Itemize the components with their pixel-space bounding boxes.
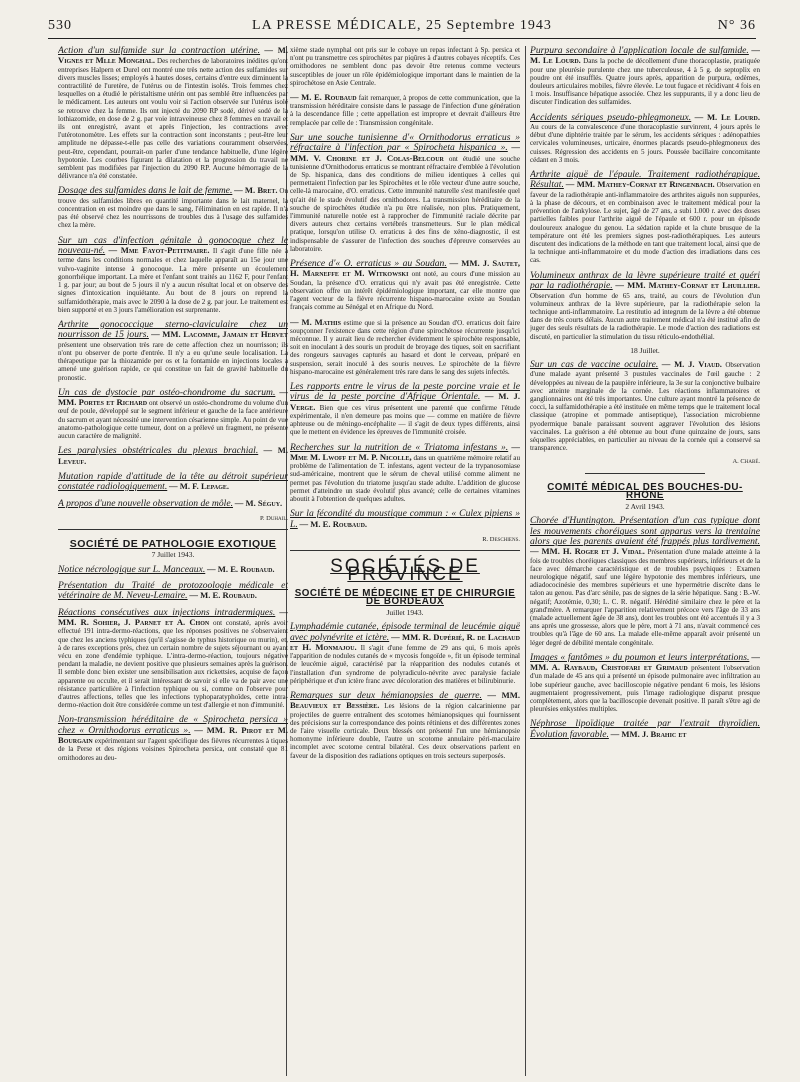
- article-body: Les lésions de la région calcarinienne par projectiles de guerre entraînent des scotomes hémianopsiques qui fournissent des précisions sur la correspondance des points rétiniens et des différentes zones de l'aire visuelle corticale. Deux blessés ont présenté l'un une hémianopsie homonyme inférieure double, l'autre un scotome annulaire péri-maculaire incomplet avec scotome central bilatéral. Ces deux observations parlent en faveur de la disposition des radiations optiques en trois secteurs superposés.: [290, 702, 520, 760]
- article-authors: — M. Séguy.: [234, 497, 283, 508]
- article-authors: — M. F. Lepage.: [169, 481, 230, 492]
- article: [290, 46, 520, 87]
- article: [530, 271, 760, 341]
- article: [58, 388, 288, 440]
- column-middle: [290, 46, 520, 1076]
- section-date: 2 Avril 1943.: [625, 501, 665, 511]
- article-authors: — MM. Portes et Richard: [58, 386, 288, 408]
- article-body: estime que si la présence au Soudan d'O. erraticus doit faire soupçonner l'existence dans cette région d'une spirochétose récurrente jusqu'ici méconnue. Il y aurait lieu de rechercher évidemment le spirochète responsable, soit en inoculant à des souris un produit de broyage des tiques, soit en sacrifiant des rongeurs sauvages capturés au hasard et dont le cerveau, préparé en suspension, serait inoculé à des souris neuves. Le spirochète de la fièvre hispano-marocaine est généralement très rare dans le sang des sujets infectés.: [290, 318, 520, 376]
- article: [290, 509, 520, 530]
- article-title: Notice nécrologique sur L. Manceaux.: [58, 563, 206, 575]
- section-date: 18 Juillet.: [630, 345, 660, 355]
- article-authors: — MM. Mathey-Cornat et Ringenbach.: [565, 179, 715, 190]
- article-title: Non-transmission héréditaire de « Spirocheta persica » chez « Ornithodorus erraticus ».: [58, 714, 288, 736]
- article-body: ont étudié une souche tunisienne d'Ornithodorus erraticus se montrant réfractaire d'emblée à l'évolution de Sp. hispanica, dans des conditions de milieu identiques à celles qui permettaient l'infection par les Spirochètes et le rôle vecteur d'une autre souche, celle-là marocaine, d'O. erraticus. Cette immunité naturelle s'est manifestée quel qu'ait été le stade évolutif des ornithodores. La transmission héréditaire de la souche de spirochètes étudiée n'a pu être réalisée, non plus. Pratiquement, l'immunité naturelle notée est à rapprocher de l'immunité raciale décrite par divers auteurs chez certains vertébrés transmetteurs. Sur le plan médical pratique, lorsqu'on utilise O. erraticus à des fins de xéno-diagnostic, il est indispensable de s'assurer de l'infection des souches d'épreuve conservées au laboratoire.: [290, 154, 520, 253]
- article: [530, 719, 760, 740]
- article-title: Sur une souche tunisienne d'« Ornithodorus erraticus » réfractaire à l'infection par « Spirocheta hispanica ».: [290, 131, 520, 154]
- article-authors: — MM. H. Roger et J. Vidal.: [530, 546, 645, 557]
- article-authors: — MM. Beauvieux et Bessière.: [290, 690, 520, 711]
- article-body: Présentation d'une malade atteinte à la fois de troubles choréiques classiques des membres supérieurs, inférieurs et de la face avec démarche caractéristique et de troubles psychiques : Examen neurologique négatif, sauf une légère hypotonie des membres inférieurs, une adiadococinésie des membres supérieurs et une hypermétrie discrète dans le talon au genou. Pas d'arc sénile, pas de signes de la série hépatique. Sang : B.-W. négatif; Azotémie, 0,30; L. C. R. négatif. Hérédité similaire chez le père et la grand'mère. A remarquer l'apparition relativement précoce vers l'âge de 33 ans (malade actuellement âgée de 38 ans), dont les troubles ont été accentués il y a 3 ans après une grossesse, alors que le père, mort à 71 ans, n'avait commencé ces troubles qu'à l'âge de 60 ans. La malade elle-même apparaît avoir présenté un léger degré de débilité mentale congénitale.: [530, 548, 760, 647]
- article-authors: — Mme Fayot-Petitmaire.: [108, 245, 210, 256]
- article: [58, 472, 288, 493]
- article-authors: — MM. J. Sautet, H. Marneffe et M. Witkowski: [290, 258, 520, 279]
- signature: R. Deschiens.: [482, 535, 520, 543]
- article-title: Arthrite aiguë de l'épaule. Traitement radiothérapique. Résultat.: [530, 169, 760, 191]
- article-authors: — M. E. Roubaud.: [189, 590, 257, 601]
- article-body: Bien que ces virus présentent une parenté que confirme l'étude expérimentale, il n'en demeure pas moins que — comme en matière de fièvre aphteuse ou de méningo-encéphalite — il s'agit de deux types différents, ainsi que le mettent en évidence les épreuves de l'immunité croisée.: [290, 403, 520, 437]
- article: [530, 113, 760, 164]
- article-title: Un cas de dystocie par ostéo-chondrome du sacrum.: [58, 386, 276, 398]
- article-title: Les rapports entre le virus de la peste porcine vraie et le virus de la peste porcine d'Afrique Orientale.: [290, 380, 520, 403]
- article-title: Accidents sériques pseudo-phlegmoneux.: [530, 111, 692, 123]
- article: [58, 581, 288, 602]
- column-rule: [525, 46, 526, 1076]
- article-authors: — Mme M. Lwoff et M. P. Nicolle,: [290, 441, 520, 462]
- article-body: dans un quatrième mémoire relatif au problème de l'alimentation de T. infestans, agent vecteur de la trypanosomiase sud-américaine, montrent que le sérum de cheval utilisé comme aliment ne permet pas l'évolution du triatome jusqu'au stade adulte. L'addition de glucose permet d'atteindre un stade évolutif plus avancé; celle de certaines vitamines aboutit à l'obtention de quelques adultes.: [290, 453, 520, 503]
- article-body: Il s'agit d'une fille née à terme dans les conditions normales et chez laquelle apparaît au 15e jour une vulvo-vaginite intense à gonocoque. La mère présente un écoulement gonorrhéique important. La mère et l'enfant sont traités au 1162 F, pour l'enfant 1 g. par jour; au bout de 5 jours il n'y a aucun résultat local et on observe des signes d'intoxication inquiétante. Au bout de 8 jours on reprend la sulfamidothérapie, mais avec le 2090 à la dose de 2 g. par jour. Le traitement est bien supporté et en 3 jours l'amélioration est surprenante.: [58, 247, 288, 314]
- signature: P. Duhail.: [259, 514, 288, 522]
- article: [290, 318, 520, 376]
- article-title: Images « fantômes » du poumon et leurs interprétations.: [530, 651, 750, 663]
- article: [290, 259, 520, 311]
- column-left: [58, 46, 288, 1076]
- divider: [290, 550, 520, 551]
- article: [290, 133, 520, 253]
- article: [530, 516, 760, 647]
- article-body: présentent l'observation d'un malade de 45 ans qui a présenté un épisode pulmonaire avec infiltration au lobe supérieur gauche, avec bacilloscopie négative pendant 6 mois, les lésions augmentaient progressivement, puis l'image radiologique disparut presque complètement, alors que la bacilloscopie devenait positive. Il paraît s'être agi de pleurésies enkystées multiples.: [530, 664, 760, 714]
- article-authors: — M. Vignes et Mlle Monghal.: [58, 46, 288, 66]
- article-authors: — M. E. Roubaud.: [207, 563, 275, 574]
- article-title: Mutation rapide d'attitude de la tête au détroit supérieur constatée radiologiquement.: [58, 470, 288, 493]
- article: [58, 236, 288, 314]
- article-authors: — MM. Lacomme, Jamain et Hervet: [151, 329, 288, 340]
- article-title: Les paralysies obstétricales du plexus brachial.: [58, 445, 259, 457]
- article-authors: — M. E. Roubaud: [290, 92, 357, 103]
- article: [530, 170, 760, 265]
- article-authors: — M. Bret.: [234, 185, 278, 196]
- section-title: SOCIÉTÉ DE MÉDECINE ET DE CHIRURGIE DE BORDEAUX: [294, 587, 516, 607]
- article-authors: — MM. J. Brahic et: [610, 728, 687, 739]
- article-body: Il s'agit d'une femme de 29 ans qui, 6 mois après l'apparition de nodules cutanés de « mycosis fongoïde », fit un épisode terminal de leucémie aiguë, caractérisé par la réapparition des nodules cutanés et l'installation d'un syndrome de polyradiculo-névrite avec paralysie faciale périphérique et d'un ictère franc avec décoloration des matières et bilirubinurie.: [290, 644, 520, 685]
- article-authors: — M. Leveuf.: [58, 445, 288, 466]
- section-date: Juillet 1943.: [386, 608, 424, 617]
- article-authors: — MM. V. Chorine et J. Colas-Belcour: [290, 142, 520, 163]
- article-body: xième stade nymphal ont pris sur le cobaye un repas infectant à Sp. persica et n'ont pu transmettre ces spirochètes par piqûres à d'autres cobayes réceptifs. Ces ornithodores ne semblent donc pas devoir être retenus comme vecteurs susceptibles de jouer un rôle épidémiologique important dans le maintien de la spirochétose en Asie Centrale.: [290, 46, 520, 87]
- page-header: [48, 14, 756, 39]
- article-body: fait remarquer, à propos de cette communication, que la transmission héréditaire consiste dans le passage de l'infection d'une génération à la descendance fille ; cette appellation est impropre et devrait d'ailleurs être remplacée par celle de : Transmission congénitale.: [290, 94, 520, 127]
- section-title: SOCIÉTÉ DE PATHOLOGIE EXOTIQUE: [69, 538, 277, 551]
- journal-title: LA PRESSE MÉDICALE, 25 Septembre 1943: [252, 18, 552, 33]
- article-title: Lymphadémie cutanée, épisode terminal de leucémie aiguë avec polynévrite et ictère.: [290, 621, 520, 643]
- article-authors: — M. J. Verge.: [290, 391, 520, 412]
- article-body: Observation d'une malade ayant présenté 3 pustules vaccinales de l'œil gauche : 2 développées au niveau de la paupière inférieure, la 3e sur la conjonctive bulbaire avec atteinte marginale de la cornée. Les réactions inflammatoires et ganglionnaires ont été très importantes. Une culture ayant montré la présence de cocci, la sulfamidothérapie a été instituée en même temps que le traitement local classique (atropine et pommade antiseptique), l'association microbienne pyodermique banale paraissant souvent aggraver l'évolution des lésions vaccinales. La guérison a été obtenue au bout d'une quinzaine de jours, sans séquelles appréciables, en particulier au niveau de la cornée qui a conservé sa transparence.: [530, 360, 760, 453]
- article-authors: — M. J. Viaud.: [661, 358, 722, 369]
- article-title: Purpura secondaire à l'application locale de sulfamide.: [530, 46, 749, 56]
- article-title: Sur un cas de vaccine oculaire.: [530, 358, 659, 370]
- article-authors: — MM. R. Pirot et M. Bourgain: [58, 724, 288, 746]
- article-body: ont constaté, après avoir effectué 191 intra-dermo-réactions, que les réponses positives ne s'observaient que chez les anciens typhiques (qu'il s'agisse de typhus historique ou murin), et, à de rares exceptions près, chez un certain nombre de sujets séjournant ou ayant vécu en zone d'endémie typhique. L'intra-dermo-réaction, toujours négative pendant la maladie, ne devient positive que plusieurs semaines après la guérison. Il semble donc bien exister une sensibilisation aux rickettsies, acquise de façon apparente ou occulte, et il serait intéressant de savoir si elle va de pair avec une résistance particulière à l'infection typhique ou si, comme on l'observe pour d'autres affections, telles que les infections typhoparatyphoïdes, cette intra-dermo-réaction doit être considérée comme un test d'allergie et non d'immunité.: [58, 619, 288, 710]
- divider: [585, 473, 705, 474]
- signature: A. Chabé.: [732, 458, 760, 466]
- provinces-heading: SOCIÉTÉS DE PROVINCE: [330, 556, 480, 586]
- article-body: Au cours de la convalescence d'une thoracoplastie survinrent, 4 jours après le début d'une diphtérie traitée par le sérum, les accidents sériques : adénopathies cervicales volumineuses, urticaire, énormes placards pseudo-phlegmoneux des cuisses. Régression des accidents en 5 jours. Poussée bacillaire concomitante cédant en 3 mois.: [530, 123, 760, 164]
- article-title: Recherches sur la nutrition de « Triatoma infestans ».: [290, 441, 509, 453]
- article: [58, 320, 288, 382]
- article-title: Arthrite gonococcique sterno-claviculaire chez un nourrisson de 15 jours.: [58, 318, 288, 341]
- article-title: Présentation du Traité de protozoologie médicale et vétérinaire de M. Neveu-Lemaire.: [58, 580, 288, 602]
- article-title: Dosage des sulfamides dans le lait de femme.: [58, 185, 233, 197]
- article: [58, 715, 288, 761]
- article: [290, 622, 520, 685]
- article-authors: — M. E. Roubaud.: [299, 518, 368, 529]
- article-title: Action d'un sulfamide sur la contraction utérine.: [58, 46, 261, 56]
- article-title: A propos d'une nouvelle observation de môle.: [58, 497, 233, 509]
- article: [530, 360, 760, 452]
- article-body: ont observé un ostéo-chondrome du volume d'un œuf de poule, développé sur le segment inférieur et gauche de la face antérieure du sacrum et ayant nécessité une intervention césarienne simple. Au point de vue anatomo-pathologique cette tumeur, dont on a prélevé un fragment, ne présente aucun caractère de malignité.: [58, 399, 288, 440]
- article-authors: — MM. Mathey-Cornat et Lhuillier.: [615, 280, 760, 291]
- section-date: 7 Juillet 1943.: [151, 550, 195, 560]
- article-authors: — MM. R. Sohier, J. Parnet et A. Chon: [58, 606, 288, 628]
- article: [58, 565, 288, 575]
- article-title: Néphrose lipoïdique traitée par l'extrait thyroïdien. Évolution favorable.: [530, 718, 760, 740]
- article: [290, 443, 520, 504]
- column-right: [530, 46, 760, 1076]
- article: [290, 691, 520, 760]
- article-title: Sur un cas d'infection génitale à gonocoque chez le nouveau-né.: [58, 234, 288, 257]
- article: [58, 499, 288, 509]
- article-title: Remarques sur deux hémianopsies de guerre.: [290, 690, 482, 702]
- divider: [58, 529, 288, 530]
- article: [58, 186, 288, 229]
- article: [58, 608, 288, 710]
- article-body: expérimentant sur l'agent spécifique des fièvres récurrentes à tiques de la Perse et des régions voisines Spirocheta persica, ont constaté que 81 ornithodores au deu-: [58, 737, 288, 762]
- article-title: Présence d'« O. erraticus » au Soudan.: [290, 258, 447, 270]
- article: [58, 46, 288, 180]
- page-number: 530: [48, 18, 72, 33]
- article-body: Observation d'un homme de 65 ans, traité, au cours de l'évolution d'un volumineux anthrax de la lèvre supérieure, par la radiothérapie selon la technique anti-inflammatoire. La restitutio ad integrum de la lèvre a été obtenue dans de très courts délais. Aucun autre traitement médical n'a été institué afin de juger des seuls résultats de la radiothérapie. Le mode d'action des radiations est discuté, en particulier la stimulation du tissu réticulo-endothélial.: [530, 291, 760, 341]
- article: [290, 93, 520, 127]
- article-title: Réactions consécutives aux injections intradermiques.: [58, 606, 276, 618]
- article-title: Sur la fécondité du moustique commun : « Culex pipiens » L.: [290, 508, 520, 530]
- article-body: présentent une observation très rare de cette affection chez un nourrisson; ils n'ont pu observer de porte d'entrée. Il n'y a eu qu'une seule localisation. La thérapeutique par la thiozamide per os et la fontamide en injections locales a amené une guérison rapide, ce qui constitue un fait de gravité habituelle du pronostic.: [58, 340, 288, 382]
- article-body: Observation en faveur de la radiothérapie anti-inflammatoire des arthrites aiguës non suppurées, à la phase de décours, et en combinaison avec le traitement médical pour la prévention de l'ankylose. Le sujet, âgé de 27 ans, a subi 1.000 r. avec des doses partielles faibles pour l'arthrite aiguë de l'épaule et 600 r. pour un épisode douloureux analogue du genou. La sédation rapide et la chute brusque de la température ont été les premiers signes post-radiothérapiques. Les auteurs discutent des indications de la méthode en tant que traitement local, ainsi que de la technique anti-inflammatoire et du mode d'action des irradiations dans ces cas.: [530, 181, 760, 265]
- article-body: Dans la poche de décollement d'une thoracoplastie, pratiquée pour une pleurésie purulente chez une tuberculeuse, 4 à 5 g. de septoplix en poudre ont été insufflés. Quatre jours après, apparition de purpura, œdèmes, douleurs articulaires mobiles, fièvre élevée. Le tout fugace et récidivant 4 fois en 1 mois. Insuffisance hépatique associée. Chez les suppurants, il y a donc lieu de discuter l'indication des sulfamides.: [530, 57, 760, 107]
- article: [530, 653, 760, 714]
- article: [58, 446, 288, 466]
- article-body: On trouve des sulfamides libres en quantité importante dans le lait maternel, la concentration en est moindre que dans le sang, l'élimination en est rapide. Il n'a pas été observé chez les nourrissons de troubles dus à l'usage des sulfamides chez la mère.: [58, 187, 288, 230]
- article-authors: — MM. R. Dupérié, R. de Lachaud et H. Monmajou.: [290, 631, 520, 653]
- article-authors: — MM. A. Raybaud, Cristofari et Grimaud: [530, 651, 760, 673]
- article: [290, 382, 520, 437]
- article-body: ont noté, au cours d'une mission au Soudan, la présence d'O. erraticus qui n'y avait pas été enregistrée. Cette observation offre un intérêt épidémiologique important, car elle montre que l'agent vecteur de la fièvre récurrente hispano-marocaine existe au Soudan français comme au Sénégal et en Afrique du Nord.: [290, 270, 520, 312]
- article-authors: — M. Le Lourd.: [694, 111, 760, 122]
- article-title: Volumineux anthrax de la lèvre supérieure traité et guéri par la radiothérapie.: [530, 269, 760, 292]
- article-body: Des recherches de laboratoires inédites qu'ont entreprises Halpern et Durel ont montré une très nette action des sulfamides sur divers muscles lisses; employés à hautes doses, certains d'entre eux diminuent la contractilité de l'uretère, de l'utérus ou de l'intestin isolés. Trois femmes chez lesquelles on a étudié le péristaltisme utérin ont pas semblé être influencées par le médicament. Les auteurs ont voulu voir si l'action observée sur l'utérus isolé se retrouve chez la femme. Ils ont injecté du 2090 RP sodé, dérivé sodé de la lothiazomide, en dose de 2 g. par voie intraveineuse chez 8 femmes en travail et ils ont enregistré, avant et après l'injection, les contractions avec l'utérotonomètre. Les effets sur la contraction sont inconstants ; peut-être leur amplitude ne dépasse-t-elle pas celle des variations couramment observées, peut-être, cependant, pourrait-on parler d'une tendance habituelle, d'une légère hypotonie. Les courbes figurant la dilatation et la progression du travail ne semblent pas modifiées par l'injection du 2090 RP. Aucune hémorragie de la délivrance n'a été constatée.: [58, 57, 288, 181]
- article: [530, 46, 760, 107]
- article-authors: — M. Mathis: [290, 316, 341, 327]
- article-authors: — M. Le Lourd.: [530, 46, 760, 66]
- article-title: Chorée d'Huntington. Présentation d'un cas typique dont les mouvements choréiques sont apparus vers la trentaine alors que les parents avaient été frappés plus tardivement.: [530, 515, 760, 547]
- issue-number: N° 36: [717, 18, 756, 33]
- section-title: COMITÉ MÉDICAL DES BOUCHES-DU-RHÔNE: [547, 481, 743, 501]
